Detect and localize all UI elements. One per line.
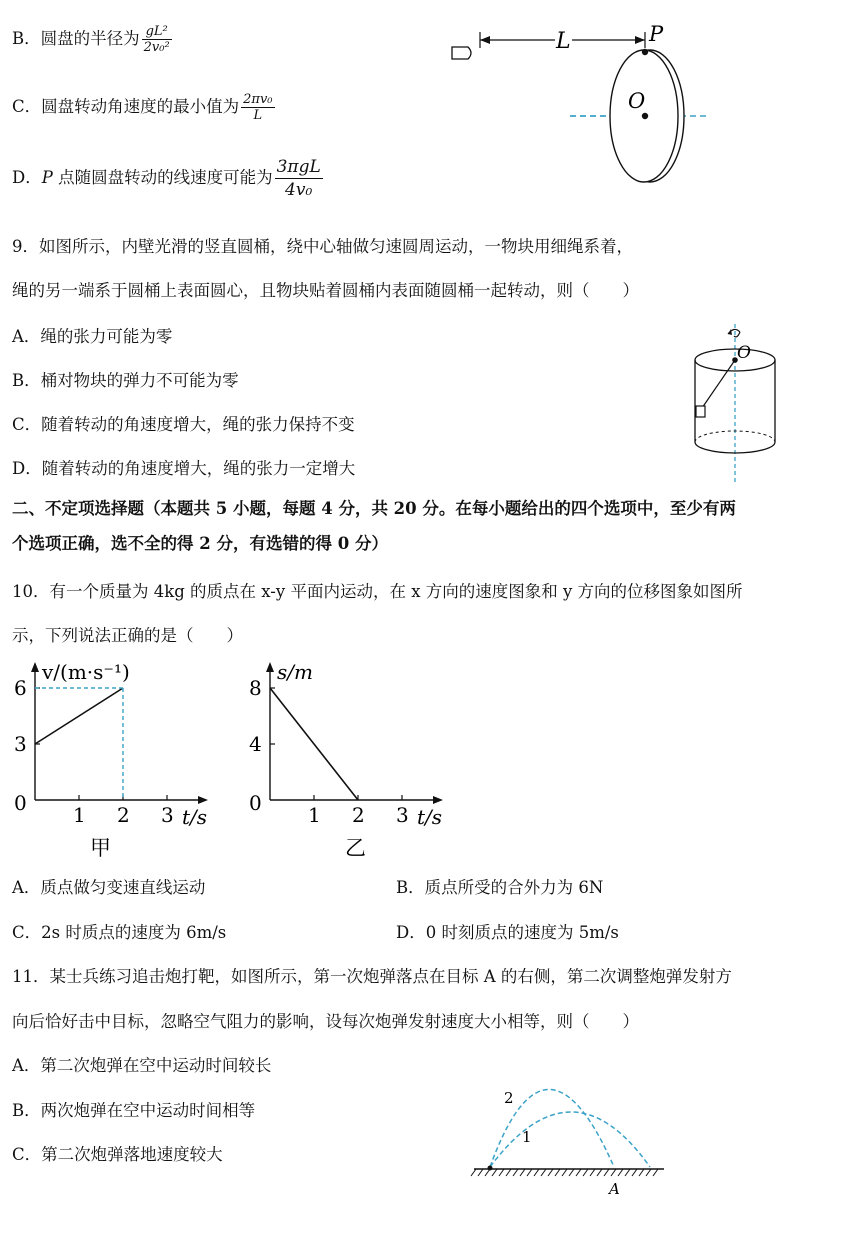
q10-option-c: C．2s 时质点的速度为 6m/s — [12, 923, 227, 942]
hatch-mark — [562, 1169, 567, 1176]
q9-label-o: O — [737, 343, 751, 363]
hatch-mark — [597, 1169, 602, 1176]
q9-stem-line1: 9．如图所示，内壁光滑的竖直圆桶，绕中心轴做匀速圆周运动，一物块用细绳系着， — [12, 237, 633, 256]
hatch-mark — [646, 1169, 651, 1176]
chart-jia-ytick-label: 3 — [14, 732, 27, 756]
q9-option-a: A．绳的张力可能为零 — [12, 327, 173, 346]
hatch-mark — [583, 1169, 588, 1176]
q8-disc-figure — [440, 15, 730, 190]
q10-stem-line2: 示，下列说法正确的是（ ） — [12, 626, 243, 645]
chart-jia-ytick-label: 6 — [14, 676, 27, 700]
chart-jia-caption: 甲 — [90, 836, 111, 860]
chart-yi-xtick-label: 2 — [352, 803, 365, 827]
chart-yi-xtick-label: 1 — [308, 803, 321, 827]
section2-line2: 个选项正确，选不全的得 2 分，有选错的得 0 分） — [12, 534, 388, 553]
hatch-mark — [541, 1169, 546, 1176]
q8-c-fraction — [241, 92, 274, 123]
q8-b-den: 2v₀² — [143, 40, 170, 55]
q10-stem-line1: 10．有一个质量为 4kg 的质点在 x-y 平面内运动，在 x 方向的速度图象和 y 方向的位移图象如图所 — [12, 582, 743, 601]
q8-d-fraction — [275, 156, 323, 201]
chart-jia-data-line — [35, 688, 123, 744]
q9-cylinder-figure — [690, 322, 790, 487]
section2-line1: 二、不定项选择题（本题共 5 小题，每题 4 分，共 20 分。在每小题给出的四个选项中，至少有两 — [12, 499, 736, 518]
chart-yi-ylabel: s/m — [277, 660, 313, 684]
q9-option-b: B．桶对物块的弹力不可能为零 — [12, 371, 239, 390]
q8-c-num: 2πv₀ — [243, 92, 273, 107]
chart-yi-y-arrow — [266, 662, 274, 672]
hatch-mark — [506, 1169, 511, 1176]
chart-jia-xlabel: t/s — [182, 805, 208, 829]
q8-option-d: D．P 点随圆盘转动的线速度可能为 $\frac{\text{3πgL}}{\text{4v₀}}$ — [12, 157, 321, 200]
q11-option-c: C．第二次炮弹落地速度较大 — [12, 1145, 223, 1164]
q11-trajectory-1 — [490, 1112, 650, 1167]
hatch-mark — [653, 1169, 658, 1176]
q8-label-l: L — [556, 29, 571, 54]
chart-jia-x-arrow — [198, 796, 208, 804]
chart-yi-ytick-label: 4 — [249, 732, 262, 756]
hatch-mark — [499, 1169, 504, 1176]
hatch-mark — [625, 1169, 630, 1176]
chart-jia-xtick-label: 3 — [161, 803, 174, 827]
q8-point-o — [642, 113, 648, 119]
hatch-mark — [555, 1169, 560, 1176]
q8-b-fraction — [142, 24, 172, 55]
chart-jia-xtick-label: 2 — [117, 803, 130, 827]
q8-launcher — [452, 47, 471, 59]
chart-yi-data-line — [270, 688, 358, 800]
hatch-mark — [520, 1169, 525, 1176]
hatch-mark — [639, 1169, 644, 1176]
q10-option-a: A．质点做匀变速直线运动 — [12, 878, 206, 897]
chart-jia-xtick-label: 1 — [73, 803, 86, 827]
q9-option-d: D．随着转动的角速度增大，绳的张力一定增大 — [12, 459, 356, 478]
q9-block — [696, 406, 705, 417]
q10-chart-yi — [245, 658, 460, 863]
chart-jia-ylabel: v/(m·s⁻¹) — [42, 660, 130, 684]
q11-trajectory-figure — [468, 1062, 673, 1202]
q10-option-d: D．0 时刻质点的速度为 5m/s — [396, 923, 619, 942]
chart-yi-xtick-label: 3 — [396, 803, 409, 827]
hatch-mark — [492, 1169, 497, 1176]
chart-yi-caption: 乙 — [345, 836, 366, 860]
q8-d-den: 4v₀ — [285, 180, 313, 200]
chart-jia-origin: 0 — [14, 791, 27, 815]
hatch-mark — [471, 1169, 476, 1176]
hatch-mark — [569, 1169, 574, 1176]
q8-c-den: L — [253, 108, 263, 123]
q11-label-a: A — [609, 1180, 620, 1198]
q11-ground-hatch — [471, 1169, 658, 1176]
hatch-mark — [618, 1169, 623, 1176]
q11-stem-line1: 11．某士兵练习追击炮打靶，如图所示，第一次炮弹落点在目标 A 的右侧，第二次调整炮弹发射方 — [12, 967, 732, 986]
q9-stem-line2: 绳的另一端系于圆桶上表面圆心，且物块贴着圆桶内表面随圆桶一起转动，则（ ） — [12, 281, 639, 300]
chart-jia-y-arrow — [31, 662, 39, 672]
q11-label-1: 1 — [522, 1128, 532, 1146]
hatch-mark — [534, 1169, 539, 1176]
q11-label-2: 2 — [504, 1089, 514, 1107]
q8-label-p: P — [649, 22, 664, 46]
hatch-mark — [513, 1169, 518, 1176]
hatch-mark — [611, 1169, 616, 1176]
q10-chart-jia — [10, 658, 225, 863]
chart-yi-ytick-label: 8 — [249, 676, 262, 700]
q8-option-c: C．圆盘转动角速度的最小值为 $\frac{\text{2πv₀}}{L}$ — [12, 92, 273, 123]
q8-point-p — [642, 49, 648, 55]
hatch-mark — [478, 1169, 483, 1176]
hatch-mark — [527, 1169, 532, 1176]
q11-option-b: B．两次炮弹在空中运动时间相等 — [12, 1101, 256, 1120]
hatch-mark — [590, 1169, 595, 1176]
q8-b-num: gL² — [142, 24, 172, 40]
chart-yi-xlabel: t/s — [417, 805, 443, 829]
chart-yi-origin: 0 — [249, 791, 262, 815]
q11-option-a: A．第二次炮弹在空中运动时间较长 — [12, 1056, 272, 1075]
q11-stem-line2: 向后恰好击中目标，忽略空气阻力的影响，设每次炮弹发射速度大小相等，则（ ） — [12, 1012, 639, 1031]
q9-option-c: C．随着转动的角速度增大，绳的张力保持不变 — [12, 415, 355, 434]
hatch-mark — [604, 1169, 609, 1176]
q8-d-num: 3πgL — [276, 157, 321, 177]
q10-option-b: B．质点所受的合外力为 6N — [396, 878, 604, 897]
q8-option-b: B．圆盘的半径为 $\frac{\text{gL²}}{\text{2v₀²}}$ — [12, 24, 170, 55]
q11-launch-point — [488, 1166, 493, 1171]
q8-label-o: O — [628, 89, 646, 113]
hatch-mark — [576, 1169, 581, 1176]
hatch-mark — [548, 1169, 553, 1176]
chart-yi-x-arrow — [433, 796, 443, 804]
hatch-mark — [632, 1169, 637, 1176]
